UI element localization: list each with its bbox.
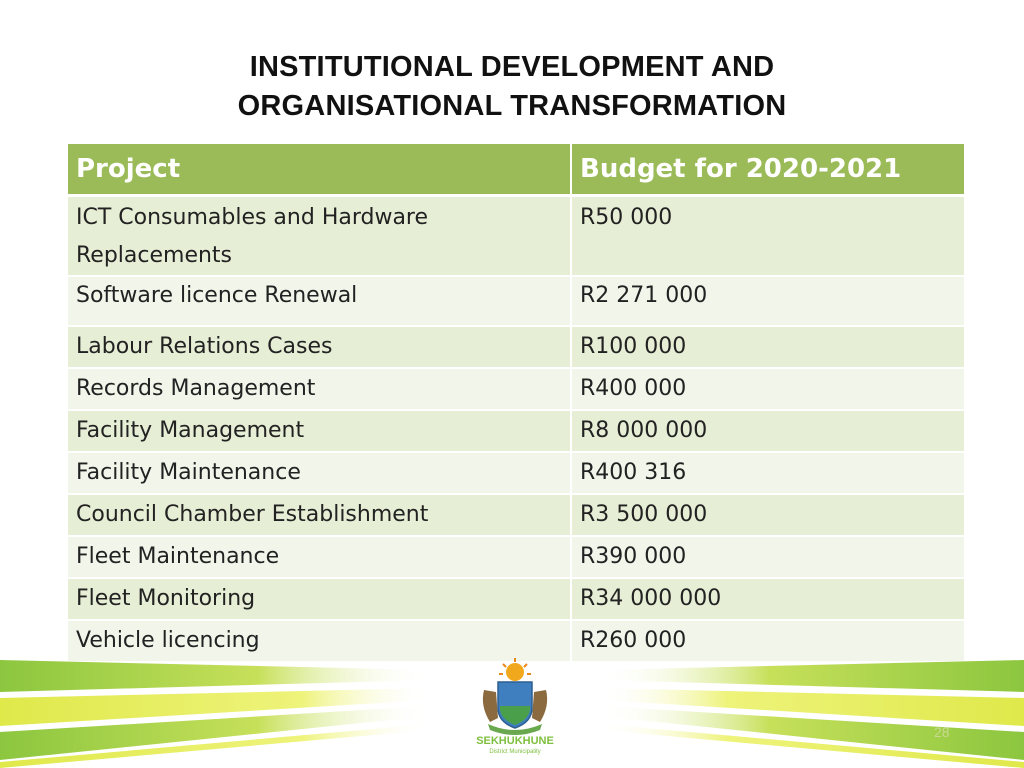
budget-cell: R400 000 (571, 368, 964, 410)
page-number: 28 (934, 724, 950, 740)
budget-cell: R390 000 (571, 536, 964, 578)
budget-cell: R3 500 000 (571, 494, 964, 536)
budget-cell: R400 316 (571, 452, 964, 494)
table-row (68, 196, 964, 277)
title-line-2: ORGANISATIONAL TRANSFORMATION (237, 90, 787, 122)
table-row (68, 368, 964, 410)
sekhukhune-logo (470, 656, 560, 756)
logo-sun-icon (499, 658, 531, 681)
table-header-row (68, 144, 964, 196)
table-row (68, 536, 964, 578)
project-cell: Facility Management (68, 410, 571, 452)
project-cell: Fleet Monitoring (68, 578, 571, 620)
slide-title (0, 48, 1024, 126)
project-cell: ICT Consumables and Hardware Replacements (68, 196, 571, 277)
project-cell: Council Chamber Establishment (68, 494, 571, 536)
budget-cell: R34 000 000 (571, 578, 964, 620)
logo-subtitle: District Municipality (489, 749, 541, 755)
budget-table (68, 144, 964, 663)
budget-cell: R50 000 (571, 196, 964, 277)
budget-cell: R260 000 (571, 620, 964, 662)
project-cell: Labour Relations Cases (68, 326, 571, 368)
project-cell: Records Management (68, 368, 571, 410)
budget-cell: R8 000 000 (571, 410, 964, 452)
project-cell: Fleet Maintenance (68, 536, 571, 578)
table-row (68, 452, 964, 494)
budget-cell: R100 000 (571, 326, 964, 368)
table-row (68, 494, 964, 536)
column-header-project: Project (68, 144, 571, 196)
table-row (68, 410, 964, 452)
project-cell: Software licence Renewal (68, 276, 571, 326)
budget-cell: R2 271 000 (571, 276, 964, 326)
column-header-budget: Budget for 2020-2021 (571, 144, 964, 196)
project-cell: Vehicle licencing (68, 620, 571, 662)
project-cell: Facility Maintenance (68, 452, 571, 494)
table-row (68, 326, 964, 368)
table-row (68, 578, 964, 620)
logo-name: SEKHUKHUNE (476, 735, 554, 747)
table-row (68, 276, 964, 326)
title-line-1: INSTITUTIONAL DEVELOPMENT AND (249, 51, 775, 83)
